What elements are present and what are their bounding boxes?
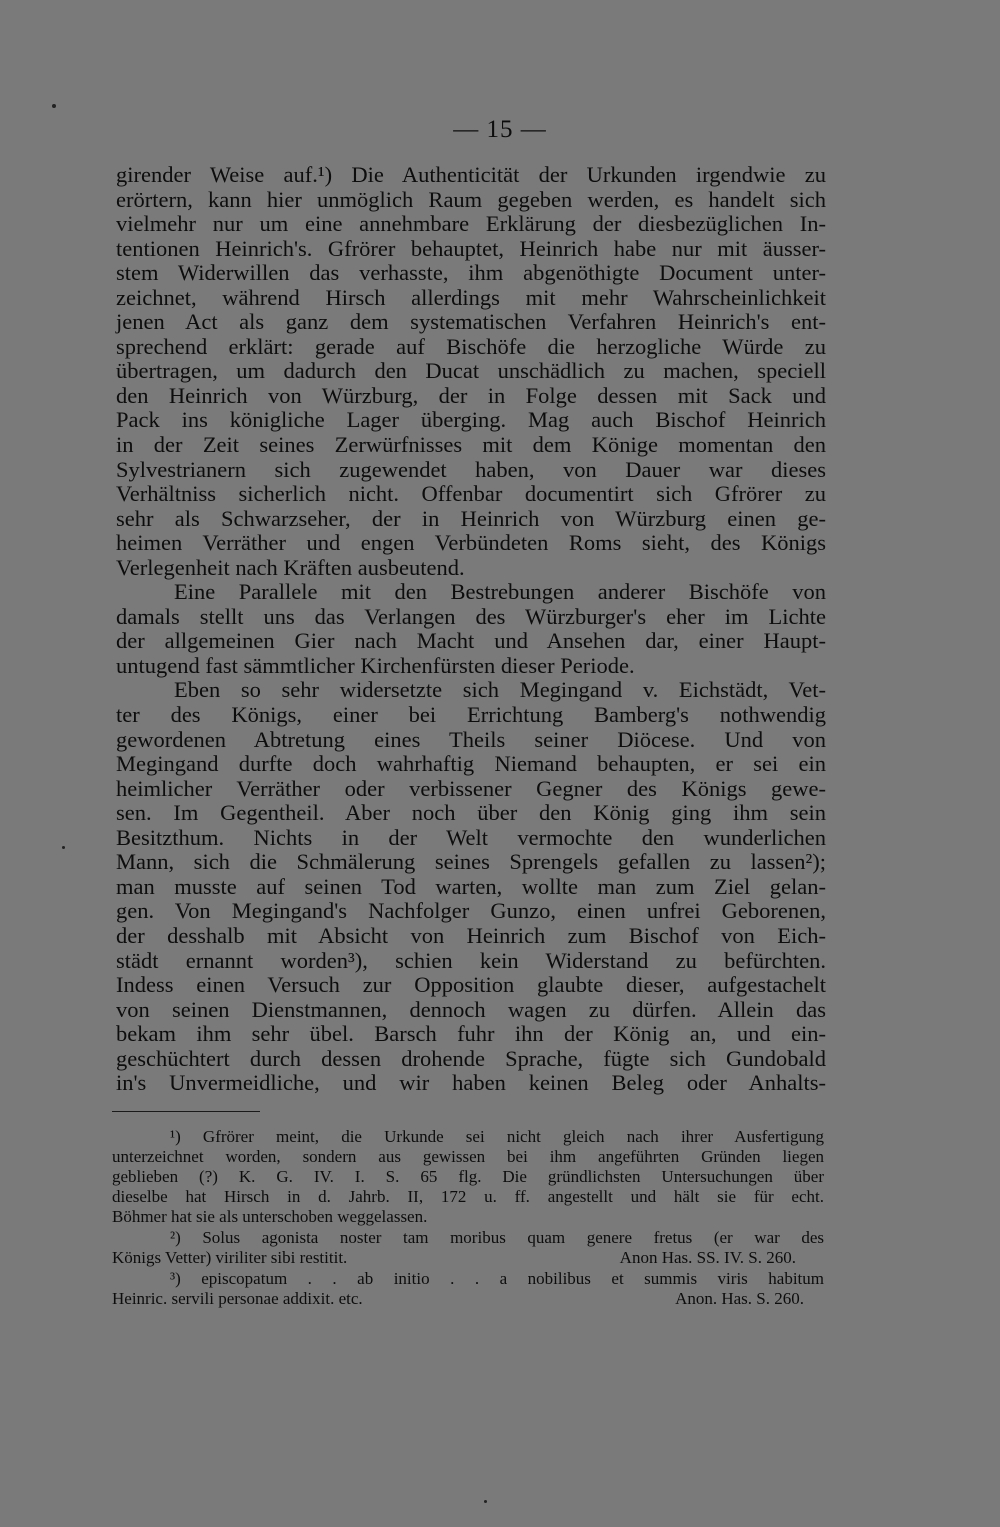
body-line: ter des Königs, einer bei Errichtung Bamberg's nothwendig xyxy=(116,702,826,728)
footnote-source: Anon Has. SS. IV. S. 260. xyxy=(619,1248,796,1267)
body-line: jenen Act als ganz dem systematischen Verfahren Heinrich's ent- xyxy=(116,309,826,335)
body-line: zeichnet, während Hirsch allerdings mit mehr Wahrscheinlichkeit xyxy=(116,284,826,310)
body-line: bekam ihm sehr übel. Barsch fuhr ihn der König an, und ein- xyxy=(116,1021,826,1047)
body-line: gewordenen Abtretung eines Theils seiner Diöcese. Und von xyxy=(116,726,826,752)
body-text xyxy=(116,163,826,1096)
footnote-1 xyxy=(112,1127,824,1227)
footnote-3 xyxy=(112,1269,824,1309)
footnote-quote: Heinric. servili personae addixit. etc. xyxy=(112,1289,363,1308)
body-line: Sylvestrianern sich zugewendet haben, von Dauer war dieses xyxy=(116,456,826,482)
body-line: sehr als Schwarzseher, der in Heinrich von Würzburg einen ge- xyxy=(116,505,826,531)
body-line: Eben so sehr widersetzte sich Megingand v. Eichstädt, Vet- xyxy=(174,677,826,703)
body-line: den Heinrich von Würzburg, der in Folge dessen mit Sack und xyxy=(116,382,826,408)
footnote-separator xyxy=(112,1111,260,1112)
scan-speck xyxy=(62,846,65,849)
body-line: geschüchtert durch dessen drohende Sprache, fügte sich Gundobald xyxy=(116,1045,826,1071)
footnote-line: geblieben (?) K. G. IV. I. S. 65 flg. Die gründlichsten Untersuchungen über xyxy=(112,1167,824,1186)
body-line: erörtern, kann hier unmöglich Raum gegeben werden, es handelt sich xyxy=(116,186,826,212)
footnote-line: ³) episcopatum . . ab initio . . a nobilibus et summis viris habitum xyxy=(170,1269,824,1288)
body-line: übertragen, um dadurch den Ducat unschädlich zu machen, speciell xyxy=(116,358,826,384)
body-line: in's Unvermeidliche, und wir haben keinen Beleg oder Anhalts- xyxy=(116,1070,826,1096)
body-line: tentionen Heinrich's. Gfrörer behauptet, Heinrich habe nur mit äusser- xyxy=(116,235,826,261)
footnote-line: unterzeichnet worden, sondern aus gewissen bei ihm angeführten Gründen liegen xyxy=(112,1147,824,1166)
footnote-line xyxy=(112,1248,824,1268)
footnote-2 xyxy=(112,1228,824,1268)
body-line: Verlegenheit nach Kräften ausbeutend. xyxy=(116,554,465,580)
footnote-line: ¹) Gfrörer meint, die Urkunde sei nicht gleich nach ihrer Ausfertigung xyxy=(170,1127,824,1146)
footnote-quote: Königs Vetter) viriliter sibi restitit. xyxy=(112,1248,348,1267)
body-line: Mann, sich die Schmälerung seines Sprengels gefallen zu lassen²); xyxy=(116,849,826,875)
body-line: heimen Verräther und engen Verbündeten Roms sieht, des Königs xyxy=(116,530,826,556)
body-line: Megingand durfte doch wahrhaftig Niemand behaupten, er sei ein xyxy=(116,751,826,777)
body-line: heimlicher Verräther oder verbissener Gegner des Königs gewe- xyxy=(116,775,826,801)
body-line: man musste auf seinen Tod warten, wollte man zum Ziel gelan- xyxy=(116,873,826,899)
body-line: der desshalb mit Absicht von Heinrich zum Bischof von Eich- xyxy=(116,922,826,948)
body-line: gen. Von Megingand's Nachfolger Gunzo, einen unfrei Geborenen, xyxy=(116,898,826,924)
body-line: damals stellt uns das Verlangen des Würzburger's eher im Lichte xyxy=(116,603,826,629)
scan-speck xyxy=(484,1500,487,1503)
body-line: Besitzthum. Nichts in der Welt vermochte den wunderlichen xyxy=(116,824,826,850)
body-line: Pack ins königliche Lager überging. Mag auch Bischof Heinrich xyxy=(116,407,826,433)
footnote-line xyxy=(112,1289,824,1309)
body-line: von seinen Dienstmannen, dennoch wagen zu dürfen. Allein das xyxy=(116,996,826,1022)
body-line: städt ernannt worden³), schien kein Widerstand zu befürchten. xyxy=(116,947,826,973)
body-line: der allgemeinen Gier nach Macht und Ansehen dar, einer Haupt- xyxy=(116,628,826,654)
body-line: in der Zeit seines Zerwürfnisses mit dem Könige momentan den xyxy=(116,432,826,458)
body-line: untugend fast sämmtlicher Kirchenfürsten dieser Periode. xyxy=(116,652,635,678)
body-line: girender Weise auf.¹) Die Authenticität der Urkunden irgendwie zu xyxy=(116,162,826,187)
body-line: Indess einen Versuch zur Opposition glaubte dieser, aufgestachelt xyxy=(116,972,826,998)
footnote-line: ²) Solus agonista noster tam moribus quam genere fretus (er war des xyxy=(170,1228,824,1247)
body-line: Verhältniss sicherlich nicht. Offenbar documentirt sich Gfrörer zu xyxy=(116,481,826,507)
body-line: sprechend erklärt: gerade auf Bischöfe die herzogliche Würde zu xyxy=(116,333,826,359)
page-number: — 15 — xyxy=(453,116,547,143)
footnote-line: dieselbe hat Hirsch in d. Jahrb. II, 172 u. ff. angestellt und hält sie für echt. xyxy=(112,1187,824,1206)
body-line: Eine Parallele mit den Bestrebungen anderer Bischöfe von xyxy=(174,579,826,605)
footnote-line: Böhmer hat sie als unterschoben weggelassen. xyxy=(112,1207,428,1226)
body-line: sen. Im Gegentheil. Aber noch über den König ging ihm sein xyxy=(116,800,826,826)
body-line: vielmehr nur um eine annehmbare Erklärung der diesbezüglichen In- xyxy=(116,211,826,237)
scan-speck xyxy=(52,104,56,108)
body-line: stem Widerwillen das verhasste, ihm abgenöthigte Document unter- xyxy=(116,260,826,286)
footnotes xyxy=(112,1127,824,1310)
footnote-source: Anon. Has. S. 260. xyxy=(675,1289,804,1308)
